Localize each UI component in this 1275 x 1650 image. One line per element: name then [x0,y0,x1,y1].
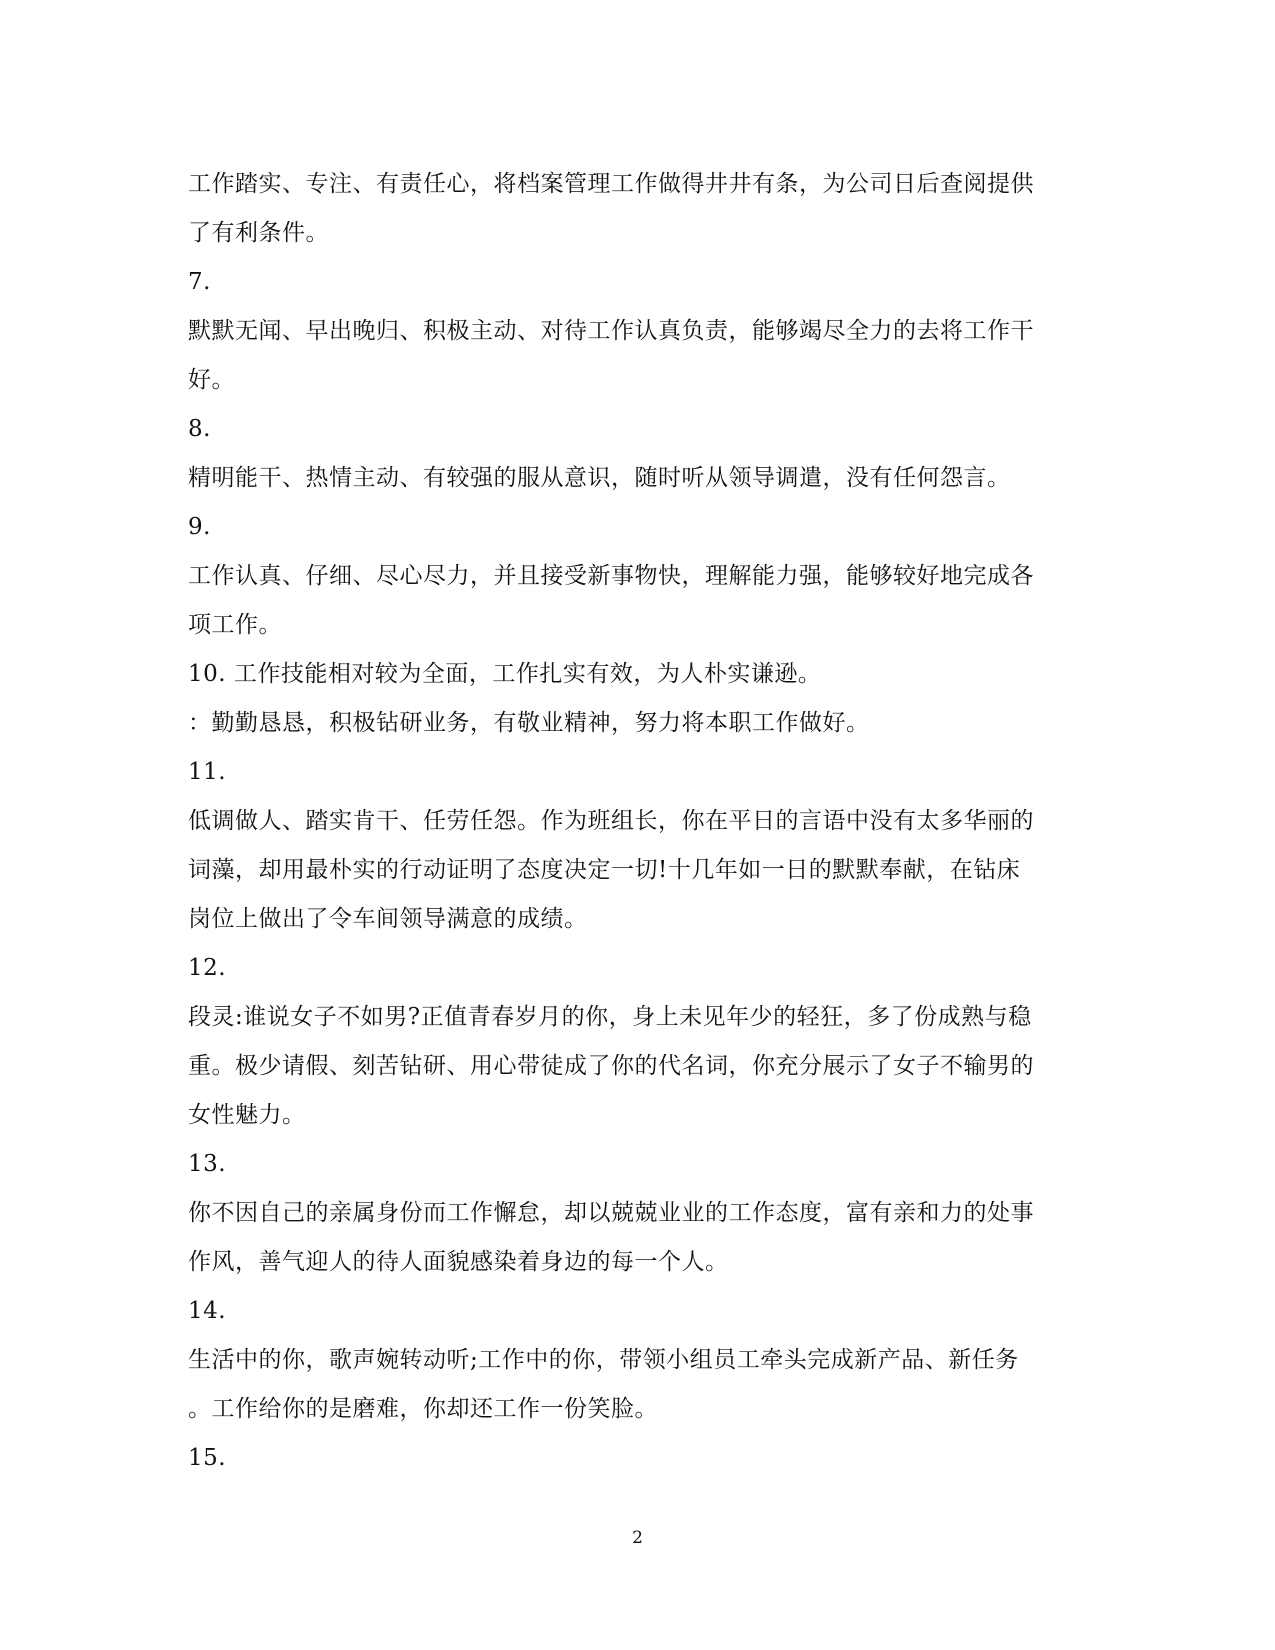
item-number: 14. [188,1298,227,1324]
item-number: 12. [188,955,227,981]
text-line: 工作踏实、专注、有责任心，将档案管理工作做得井井有条，为公司日后查阅提供 [188,171,1034,197]
page-number: 2 [632,1528,643,1548]
text-line: 词藻，却用最朴实的行动证明了态度决定一切!十几年如一日的默默奉献，在钻床 [188,857,1021,883]
text-line: 低调做人、踏实肯干、任劳任怨。作为班组长，你在平日的言语中没有太多华丽的 [188,808,1034,834]
text-line: 精明能干、热情主动、有较强的服从意识，随时听从领导调遣，没有任何怨言。 [188,465,1011,491]
text-line: 默默无闻、早出晚归、积极主动、对待工作认真负责，能够竭尽全力的去将工作干 [188,318,1034,344]
text-line: 10. 工作技能相对较为全面，工作扎实有效，为人朴实谦逊。 [188,661,822,687]
text-line: 工作认真、仔细、尽心尽力，并且接受新事物快，理解能力强，能够较好地完成各 [188,563,1034,589]
text-line: 重。极少请假、刻苦钻研、用心带徒成了你的代名词，你充分展示了女子不输男的 [188,1053,1034,1079]
item-number: 9. [188,514,211,540]
text-line: 项工作。 [188,612,282,638]
item-number: 15. [188,1445,227,1471]
text-line: 女性魅力。 [188,1102,306,1128]
text-line: 了有利条件。 [188,220,329,246]
text-line: 好。 [188,367,235,393]
text-line: 作风，善气迎人的待人面貌感染着身边的每一个人。 [188,1249,729,1275]
text-line: 生活中的你，歌声婉转动听;工作中的你，带领小组员工牵头完成新产品、新任务 [188,1347,1019,1373]
text-line: 。工作给你的是磨难，你却还工作一份笑脸。 [188,1396,658,1422]
item-number: 13. [188,1151,227,1177]
text-line: 岗位上做出了令车间领导满意的成绩。 [188,906,588,932]
text-line: 段灵:谁说女子不如男?正值青春岁月的你，身上未见年少的轻狂，多了份成熟与稳 [188,1004,1032,1030]
document-body [188,160,1088,1483]
text-line: ：勤勤恳恳，积极钻研业务，有敬业精神，努力将本职工作做好。 [188,710,870,736]
item-number: 11. [188,759,227,785]
item-number: 7. [188,269,211,295]
text-line: 你不因自己的亲属身份而工作懈怠，却以兢兢业业的工作态度，富有亲和力的处事 [188,1200,1034,1226]
item-number: 8. [188,416,211,442]
